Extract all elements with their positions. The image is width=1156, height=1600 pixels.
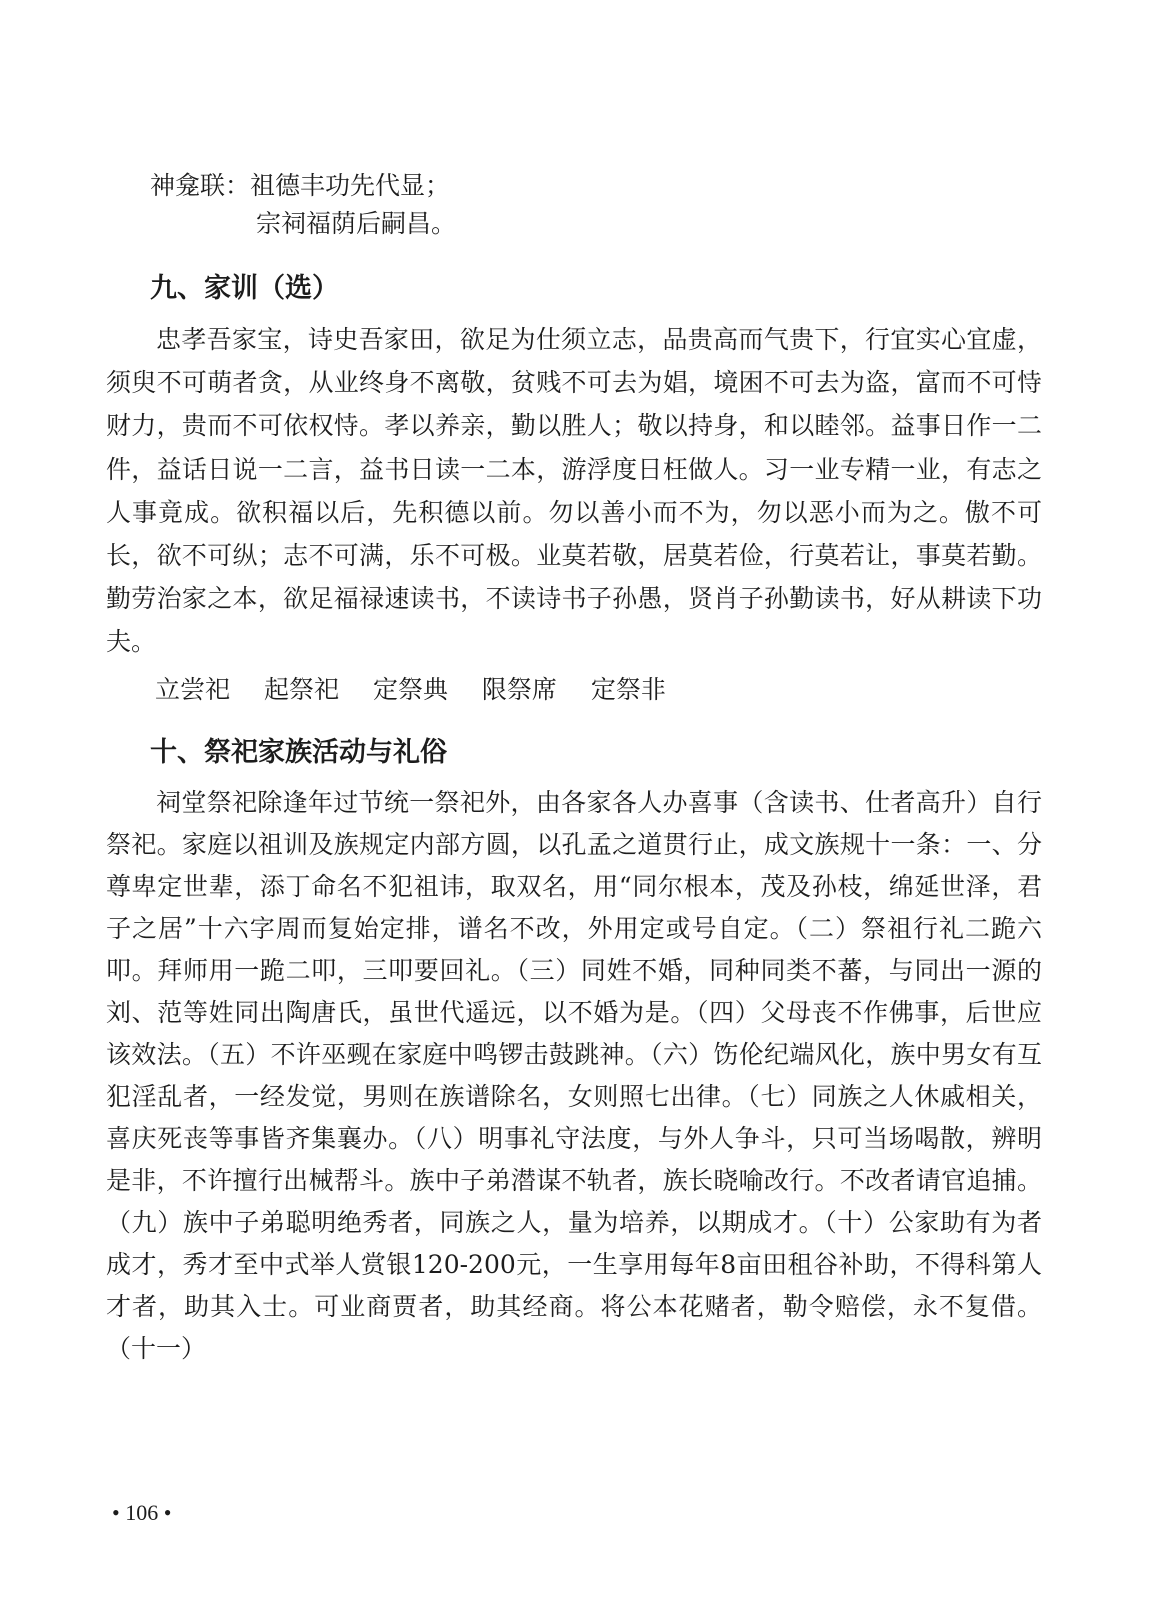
page-number: • 106 •: [112, 1500, 172, 1525]
rite-item: 限祭席: [481, 675, 557, 704]
section-heading-family-precepts: 九、家训（选）: [150, 273, 339, 304]
shrine-couplet-line-2: 宗祠福荫后嗣昌。: [256, 209, 457, 238]
rites-list: [155, 670, 692, 706]
rite-item: 定祭非: [590, 675, 666, 704]
rituals-paragraph: 祠堂祭祀除逢年过节统一祭祀外，由各家各人办喜事（含读书、仕者高升）自行祭祀。家庭以祖训及族规定内部方圆，以孔孟之道贯行止，成文族规十一条：一、分尊卑定世辈，添丁命名不犯祖讳，取双名，用“同尔根本，茂及孙枝，绵延世泽，君子之居”十六字周而复始定排，谱名不改，外用定或号自定。（二）祭祖行礼二跪六叩。拜师用一跪二叩，三叩要回礼。（三）同姓不婚，同种同类不蕃，与同出一源的刘、范等姓同出陶唐氏，虽世代遥远，以不婚为是。（四）父母丧不作佛事，后世应该效法。（五）不许巫觋在家庭中鸣锣击鼓跳神。（六）饬伦纪端风化，族中男女有互犯淫乱者，一经发觉，男则在族谱除名，女则照七出律。（七）同族之人休戚相关，喜庆死丧等事皆齐集襄办。（八）明事礼守法度，与外人争斗，只可当场喝散，辨明是非，不许擅行出械帮斗。族中子弟潜谋不轨者，族长晓喻改行。不改者请官追捕。（九）族中子弟聪明绝秀者，同族之人，量为培养，以期成才。（十）公家助有为者成才，秀才至中式举人赏银120-200元，一生享用每年8亩田租谷补助，不得科第人才者，助其入士。可业商贾者，助其经商。将公本花赌者，勒令赔偿，永不复借。（十一）: [106, 788, 1042, 1363]
rite-item: 起祭祀: [263, 675, 339, 704]
section-heading-rituals: 十、祭祀家族活动与礼俗: [150, 737, 447, 768]
family-precepts-paragraph: 忠孝吾家宝，诗史吾家田，欲足为仕须立志，品贵高而气贵下，行宜实心宜虚，须臾不可萌者贪，从业终身不离敬，贫贱不可去为娼，境困不可去为盗，富而不可恃财力，贵而不可依权恃。孝以养亲，勤以胜人；敬以持身，和以睦邻。益事日作一二件，益话日说一二言，益书日读一二本，游浮度日枉做人。习一业专精一业，有志之人事竟成。欲积福以后，先积德以前。勿以善小而不为，勿以恶小而为之。傲不可长，欲不可纵；志不可满，乐不可极。业莫若敬，居莫若俭，行莫若让，事莫若勤。勤劳治家之本，欲足福禄速读书，不读诗书子孙愚，贤肖子孙勤读书，好从耕读下功夫。: [106, 325, 1042, 657]
rite-item: 定祭典: [372, 675, 448, 704]
shrine-couplet-line-1: 神龛联：祖德丰功先代显；: [150, 171, 451, 200]
rite-item: 立尝祀: [155, 675, 231, 704]
